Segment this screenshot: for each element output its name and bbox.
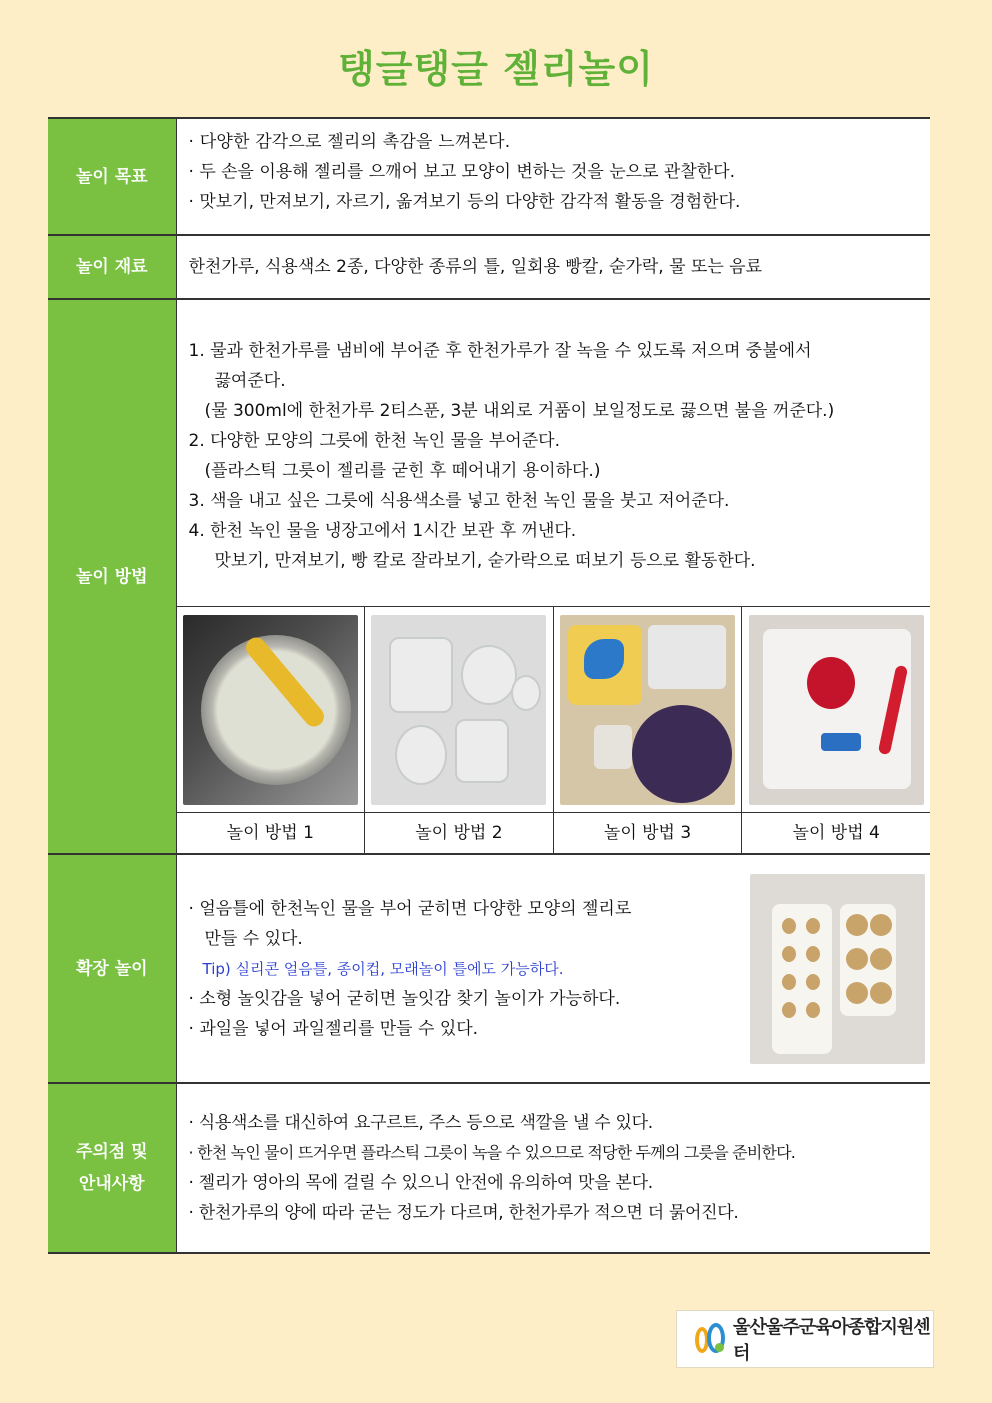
- materials-text: 한천가루, 식용색소 2종, 다양한 종류의 틀, 일회용 빵칼, 숟가락, 물 또는 음료: [188, 257, 763, 277]
- method-step: 4. 한천 녹인 물을 냉장고에서 1시간 보관 후 꺼낸다.: [188, 521, 577, 541]
- org-logo-icon: [695, 1323, 725, 1355]
- extension-tip: Tip) 실리콘 얼음틀, 종이컵, 모래놀이 틀에도 가능하다.: [202, 959, 564, 978]
- photo-caption: 놀이 방법 4: [742, 813, 930, 854]
- goal-label: 놀이 목표: [48, 118, 176, 235]
- method-label: 놀이 방법: [48, 299, 176, 854]
- photo-ice-tray-jelly: [750, 874, 925, 1064]
- materials-label: 놀이 재료: [48, 235, 176, 299]
- photo-jelly-play: [749, 615, 924, 805]
- method-step: 끓여준다.: [214, 371, 286, 391]
- extension-item: · 얼음틀에 한천녹인 물을 부어 굳히면 다양한 모양의 젤리로: [188, 898, 632, 919]
- method-step: 3. 색을 내고 싶은 그릇에 식용색소를 넣고 한천 녹인 물을 붓고 저어준다.: [188, 491, 730, 511]
- extension-item-cont: 만들 수 있다.: [204, 928, 303, 949]
- photo-pot-with-agar: [183, 615, 358, 805]
- caution-label: 주의점 및 안내사항: [48, 1083, 176, 1253]
- extension-text: [177, 884, 751, 1054]
- method-note: (물 300ml에 한천가루 2티스푼, 3분 내외로 거품이 보일정도로 끓으면 불을 꺼준다.): [204, 401, 835, 421]
- photo-caption: 놀이 방법 2: [365, 813, 554, 854]
- method-steps: [177, 300, 931, 606]
- caution-content: [177, 1100, 931, 1236]
- goal-item: · 맛보기, 만져보기, 자르기, 옮겨보기 등의 다양한 감각적 활동을 경험한다.: [188, 192, 741, 212]
- photo-plastic-containers: [371, 615, 546, 805]
- extension-item: · 과일을 넣어 과일젤리를 만들 수 있다.: [188, 1018, 479, 1039]
- goal-item: · 두 손을 이용해 젤리를 으깨어 보고 모양이 변하는 것을 눈으로 관찰한다.: [188, 162, 735, 182]
- page-title: 탱글탱글 젤리놀이: [338, 47, 654, 91]
- caution-item: · 식용색소를 대신하여 요구르트, 주스 등으로 색깔을 낼 수 있다.: [188, 1113, 653, 1133]
- method-step: 맛보기, 만져보기, 빵 칼로 잘라보기, 숟가락으로 떠보기 등으로 활동한다.: [214, 551, 756, 571]
- photo-cell: [742, 607, 930, 813]
- method-step: 2. 다양한 모양의 그릇에 한천 녹인 물을 부어준다.: [188, 431, 560, 451]
- extension-item: · 소형 놀잇감을 넣어 굳히면 놀잇감 찾기 놀이가 가능하다.: [188, 988, 621, 1009]
- method-photos: [177, 606, 931, 853]
- photo-caption: 놀이 방법 1: [177, 813, 365, 854]
- method-note: (플라스틱 그릇이 젤리를 굳힌 후 떼어내기 용이하다.): [204, 461, 601, 481]
- caution-item: · 한천 녹인 물이 뜨거우면 플라스틱 그릇이 녹을 수 있으므로 적당한 두께의 그릇을 준비한다.: [188, 1143, 796, 1162]
- goal-content: [176, 118, 930, 235]
- caution-item: · 한천가루의 양에 따라 굳는 정도가 다르며, 한천가루가 적으면 더 묽어진다.: [188, 1203, 739, 1223]
- photo-cell: [553, 607, 742, 813]
- photo-caption: 놀이 방법 3: [553, 813, 742, 854]
- caution-item: · 젤리가 영아의 목에 걸릴 수 있으니 안전에 유의하여 맛을 본다.: [188, 1173, 653, 1193]
- extension-label: 확장 놀이: [48, 854, 176, 1083]
- activity-table: [48, 117, 930, 1254]
- photo-cell: [177, 607, 365, 813]
- photo-colored-jelly: [560, 615, 735, 805]
- org-name: 울산울주군육아종합지원센터: [733, 1317, 930, 1364]
- org-logo: [676, 1310, 934, 1368]
- photo-cell: [365, 607, 554, 813]
- goal-item: · 다양한 감각으로 젤리의 촉감을 느껴본다.: [188, 132, 511, 152]
- method-step: 1. 물과 한천가루를 냄비에 부어준 후 한천가루가 잘 녹을 수 있도록 저으며 중불에서: [188, 341, 812, 361]
